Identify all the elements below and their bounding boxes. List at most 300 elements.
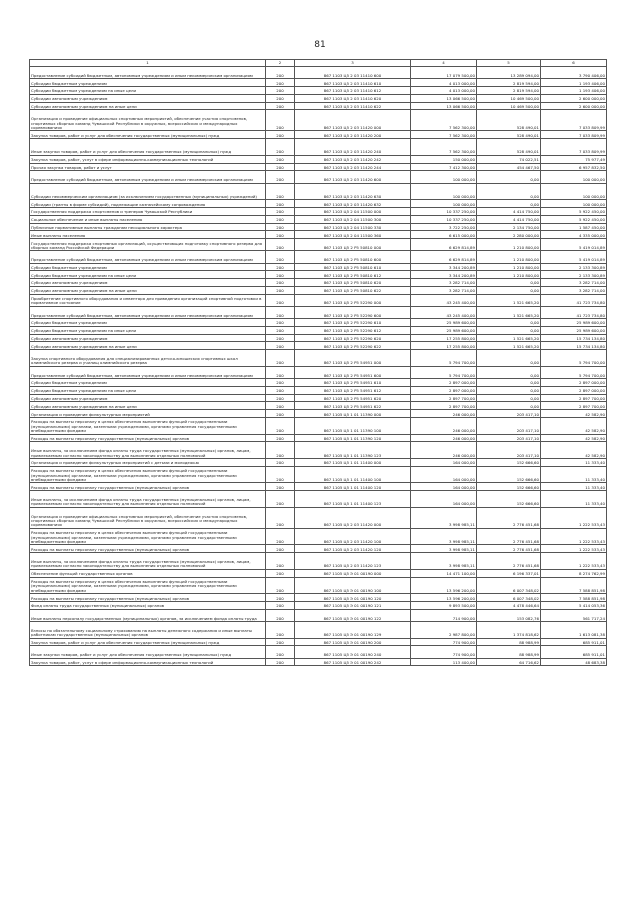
row-rest-cell: 41 723 734,80 — [541, 306, 607, 318]
row-fact-cell: 0,00 — [477, 319, 541, 327]
row-fact-cell: 0,00 — [477, 326, 541, 334]
row-code-cell: 200 — [266, 67, 295, 79]
row-name-cell: Расходы на выплаты персоналу в целях обеспечения выполнения функций государственными (муниципальными) органами, казенными учреждениями, органами управления государственными внебюджетными фондами — [30, 418, 266, 435]
row-code-cell: 200 — [266, 350, 295, 367]
row-code-cell: 200 — [266, 646, 295, 658]
row-rest-cell: 2 133 300,89 — [541, 263, 607, 271]
row-rest-cell: 1 222 533,43 — [541, 545, 607, 553]
row-fact-cell: 2 776 451,68 — [477, 545, 541, 553]
row-rest-cell: 3 790 406,00 — [541, 67, 607, 79]
row-kbk-cell: 867 1105 Ц5 Э 01 00190 121 — [295, 601, 411, 609]
row-plan-cell: 100 000,00 — [411, 183, 477, 200]
table-row — [30, 491, 607, 508]
row-rest-cell: 15 734 134,80 — [541, 342, 607, 350]
row-rest-cell: 100 000,00 — [541, 200, 607, 208]
row-plan-cell: 43 245 400,00 — [411, 306, 477, 318]
row-code-cell: 200 — [266, 569, 295, 577]
row-fact-cell: 203 417,10 — [477, 418, 541, 435]
row-name-cell: Предоставление субсидий бюджетным, автономным учреждениям и иным некоммерческим организациям — [30, 171, 266, 183]
row-rest-cell: 8 274 762,99 — [541, 569, 607, 577]
table-row — [30, 569, 607, 577]
row-code-cell: 200 — [266, 139, 295, 156]
table-row — [30, 507, 607, 528]
row-name-cell: Субсидии автономным учреждениям — [30, 334, 266, 342]
row-code-cell: 200 — [266, 459, 295, 467]
row-code-cell: 200 — [266, 294, 295, 306]
row-fact-cell: 6 007 348,02 — [477, 577, 541, 594]
row-fact-cell: 74 022,51 — [477, 155, 541, 163]
row-code-cell: 200 — [266, 306, 295, 318]
row-fact-cell: 152 666,60 — [477, 466, 541, 483]
row-kbk-cell: 867 1103 Ц5 2 03 11410 610 — [295, 79, 411, 87]
row-rest-cell: 42 582,90 — [541, 418, 607, 435]
table-row — [30, 379, 607, 387]
table-row — [30, 279, 607, 287]
row-name-cell: Предоставление субсидий бюджетным, автономным учреждениям и иным некоммерческим организациям — [30, 366, 266, 378]
row-rest-cell: 7 033 809,99 — [541, 110, 607, 131]
row-name-cell: Закупка товаров, работ, услуг в сфере информационно-коммуникационных технологий — [30, 658, 266, 666]
row-plan-cell: 774 900,00 — [411, 646, 477, 658]
row-rest-cell: 41 723 734,80 — [541, 294, 607, 306]
row-name-cell: Организация и проведение официальных спортивных мероприятий, обеспечение участия спортсменов, спортивных сборных команд Чувашской Республики в окружных, всероссийских и международных соревнованиях — [30, 507, 266, 528]
row-kbk-cell: 867 1105 Ц5 1 01 11400 120 — [295, 483, 411, 491]
table-row — [30, 410, 607, 418]
row-kbk-cell: 867 1105 Ц5 1 01 11400 000 — [295, 459, 411, 467]
row-kbk-cell: 867 1103 Ц5 2 03 11420 244 — [295, 163, 411, 171]
row-kbk-cell: 867 1105 Ц5 2 03 11420 120 — [295, 545, 411, 553]
table-row — [30, 646, 607, 658]
column-header: 5 — [477, 60, 541, 67]
table-row — [30, 394, 607, 402]
table-row — [30, 86, 607, 94]
table-row — [30, 342, 607, 350]
row-code-cell: 200 — [266, 609, 295, 621]
row-name-cell: Организация и проведение физкультурных мероприятий с детьми и молодежью — [30, 459, 266, 467]
row-plan-cell: 246 000,00 — [411, 442, 477, 459]
row-plan-cell: 25 989 600,00 — [411, 319, 477, 327]
row-plan-cell: 246 000,00 — [411, 418, 477, 435]
row-name-cell: Субсидии автономным учреждениям — [30, 279, 266, 287]
row-plan-cell: 14 471 100,00 — [411, 569, 477, 577]
table-row — [30, 251, 607, 263]
table-row — [30, 402, 607, 410]
row-fact-cell: 64 716,62 — [477, 658, 541, 666]
row-rest-cell: 561 717,24 — [541, 609, 607, 621]
budget-execution-table — [29, 59, 607, 666]
row-code-cell: 200 — [266, 491, 295, 508]
table-row — [30, 577, 607, 594]
row-name-cell: Закупка товаров, работ и услуг для обеспечения государственных (муниципальных) нужд — [30, 131, 266, 139]
row-code-cell: 200 — [266, 553, 295, 570]
row-rest-cell: 7 588 851,98 — [541, 594, 607, 602]
row-fact-cell: 4 414 750,00 — [477, 215, 541, 223]
column-header: 6 — [541, 60, 607, 67]
row-kbk-cell: 867 1103 Ц5 2 P5 52290 622 — [295, 342, 411, 350]
row-kbk-cell: 867 1105 Ц5 2 03 11420 000 — [295, 507, 411, 528]
table-row — [30, 155, 607, 163]
table-row — [30, 594, 607, 602]
row-name-cell: Субсидии бюджетным учреждениям — [30, 379, 266, 387]
row-rest-cell: 1 193 406,00 — [541, 86, 607, 94]
row-code-cell: 200 — [266, 279, 295, 287]
table-row — [30, 306, 607, 318]
row-code-cell: 200 — [266, 366, 295, 378]
row-name-cell: Субсидии бюджетным учреждениям на иные цели — [30, 326, 266, 334]
row-kbk-cell: 867 1105 Ц5 1 01 11400 123 — [295, 491, 411, 508]
row-fact-cell: 6 007 348,02 — [477, 594, 541, 602]
row-kbk-cell: 867 1105 Ц5 Э 01 00190 122 — [295, 609, 411, 621]
row-kbk-cell: 867 1103 Ц5 2 P5 50810 000 — [295, 239, 411, 251]
row-fact-cell: 203 417,10 — [477, 442, 541, 459]
row-name-cell: Фонд оплаты труда государственных (муниципальных) органов — [30, 601, 266, 609]
row-plan-cell: 246 000,00 — [411, 410, 477, 418]
row-plan-cell: 3 722 250,00 — [411, 223, 477, 231]
row-rest-cell: 75 977,49 — [541, 155, 607, 163]
row-kbk-cell: 867 1103 Ц5 2 P5 52290 612 — [295, 326, 411, 334]
row-rest-cell: 25 989 600,00 — [541, 319, 607, 327]
row-rest-cell: 11 333,40 — [541, 491, 607, 508]
row-plan-cell: 4 013 000,00 — [411, 86, 477, 94]
row-rest-cell: 42 582,90 — [541, 410, 607, 418]
row-plan-cell: 3 282 714,00 — [411, 279, 477, 287]
row-code-cell: 200 — [266, 155, 295, 163]
row-plan-cell: 4 013 000,00 — [411, 79, 477, 87]
table-row — [30, 294, 607, 306]
row-kbk-cell: 867 1105 Ц5 1 01 11390 000 — [295, 410, 411, 418]
table-row — [30, 163, 607, 171]
row-kbk-cell: 867 1103 Ц5 2 04 11500 360 — [295, 231, 411, 239]
row-plan-cell: 5 794 700,00 — [411, 366, 477, 378]
row-fact-cell: 88 988,99 — [477, 638, 541, 646]
row-name-cell: Приобретение спортивного оборудования и инвентаря для приведения организаций спортивной подготовки в нормативное состояние — [30, 294, 266, 306]
table-header-row — [30, 60, 607, 67]
row-fact-cell: 152 666,60 — [477, 491, 541, 508]
table-row — [30, 658, 607, 666]
row-fact-cell: 2 776 451,68 — [477, 528, 541, 545]
row-kbk-cell: 867 1105 Ц5 1 01 11400 100 — [295, 466, 411, 483]
row-rest-cell: 42 582,90 — [541, 442, 607, 459]
row-name-cell: Закупка товаров, работ, услуг в сфере информационно-коммуникационных технологий — [30, 155, 266, 163]
row-plan-cell: 10 337 250,00 — [411, 207, 477, 215]
table-row — [30, 271, 607, 279]
row-plan-cell: 43 245 400,00 — [411, 294, 477, 306]
row-plan-cell: 113 400,00 — [411, 658, 477, 666]
row-kbk-cell: 867 1103 Ц5 2 P5 52290 000 — [295, 294, 411, 306]
table-row — [30, 326, 607, 334]
row-plan-cell: 6 615 000,00 — [411, 231, 477, 239]
row-kbk-cell: 867 1103 Ц5 2 P5 50810 610 — [295, 263, 411, 271]
row-kbk-cell: 867 1105 Ц5 Э 01 00190 100 — [295, 577, 411, 594]
row-kbk-cell: 867 1103 Ц5 2 P5 54951 612 — [295, 386, 411, 394]
table-row — [30, 366, 607, 378]
row-rest-cell: 2 897 000,00 — [541, 386, 607, 394]
row-code-cell: 200 — [266, 418, 295, 435]
row-fact-cell: 10 469 500,00 — [477, 94, 541, 102]
row-kbk-cell: 867 1103 Ц5 2 P5 50810 612 — [295, 271, 411, 279]
row-fact-cell: 1 521 665,20 — [477, 294, 541, 306]
row-plan-cell: 3 998 985,11 — [411, 545, 477, 553]
row-kbk-cell: 867 1105 Ц5 Э 01 00190 120 — [295, 594, 411, 602]
row-code-cell: 200 — [266, 223, 295, 231]
row-fact-cell: 0,00 — [477, 386, 541, 394]
row-rest-cell: 3 282 714,00 — [541, 279, 607, 287]
row-fact-cell: 2 776 451,68 — [477, 553, 541, 570]
table-row — [30, 183, 607, 200]
table-row — [30, 334, 607, 342]
row-kbk-cell: 867 1105 Ц5 Э 01 00190 240 — [295, 646, 411, 658]
column-header: 3 — [295, 60, 411, 67]
row-kbk-cell: 867 1103 Ц5 2 P5 50810 620 — [295, 279, 411, 287]
row-plan-cell: 7 412 300,00 — [411, 163, 477, 171]
row-name-cell: Расходы на выплаты персоналу государственных (муниципальных) органов — [30, 483, 266, 491]
table-row — [30, 483, 607, 491]
table-row — [30, 350, 607, 367]
row-kbk-cell: 867 1103 Ц5 2 03 11420 632 — [295, 200, 411, 208]
row-plan-cell: 17 255 800,00 — [411, 334, 477, 342]
row-rest-cell: 5 414 053,36 — [541, 601, 607, 609]
row-code-cell: 200 — [266, 207, 295, 215]
row-fact-cell: 1 210 800,00 — [477, 239, 541, 251]
row-plan-cell: 2 987 800,00 — [411, 621, 477, 638]
row-rest-cell: 100 000,00 — [541, 171, 607, 183]
row-plan-cell: 714 900,00 — [411, 609, 477, 621]
row-fact-cell: 4 478 446,64 — [477, 601, 541, 609]
row-plan-cell: 100 000,00 — [411, 200, 477, 208]
table-body — [30, 67, 607, 666]
row-code-cell: 200 — [266, 215, 295, 223]
row-kbk-cell: 867 1105 Ц5 1 01 11390 100 — [295, 418, 411, 435]
row-fact-cell: 2 280 000,00 — [477, 231, 541, 239]
row-kbk-cell: 867 1103 Ц5 2 03 11420 630 — [295, 183, 411, 200]
row-code-cell: 200 — [266, 545, 295, 553]
row-name-cell: Расходы на выплаты персоналу государственных (муниципальных) органов — [30, 545, 266, 553]
row-kbk-cell: 867 1103 Ц5 2 03 11410 600 — [295, 67, 411, 79]
row-rest-cell: 2 897 000,00 — [541, 379, 607, 387]
row-rest-cell: 1 222 533,43 — [541, 507, 607, 528]
row-rest-cell: 5 922 450,00 — [541, 207, 607, 215]
table-row — [30, 94, 607, 102]
row-plan-cell: 100 000,00 — [411, 171, 477, 183]
row-fact-cell: 528 490,01 — [477, 131, 541, 139]
row-plan-cell: 9 893 500,00 — [411, 601, 477, 609]
table-row — [30, 239, 607, 251]
row-name-cell: Субсидии автономным учреждениям на иные цели — [30, 402, 266, 410]
table-row — [30, 110, 607, 131]
row-fact-cell: 1 210 800,00 — [477, 271, 541, 279]
row-kbk-cell: 867 1103 Ц5 2 P5 54951 600 — [295, 366, 411, 378]
row-code-cell: 200 — [266, 94, 295, 102]
row-name-cell: Социальное обеспечение и иные выплаты населению — [30, 215, 266, 223]
row-rest-cell: 3 282 714,00 — [541, 286, 607, 294]
row-rest-cell: 7 588 851,98 — [541, 577, 607, 594]
row-fact-cell: 1 210 800,00 — [477, 263, 541, 271]
row-fact-cell: 0,00 — [477, 183, 541, 200]
row-code-cell: 200 — [266, 507, 295, 528]
row-plan-cell: 7 562 300,00 — [411, 139, 477, 156]
row-name-cell: Иные выплаты, за исключением фонда оплаты труда государственных (муниципальных) органов, лицам, привлекаемым согласно законодательству для выполнения отдельных полномочий — [30, 442, 266, 459]
row-name-cell: Субсидии бюджетным учреждениям — [30, 79, 266, 87]
row-plan-cell: 2 897 700,00 — [411, 402, 477, 410]
row-rest-cell: 2 897 700,00 — [541, 394, 607, 402]
row-fact-cell: 0,00 — [477, 366, 541, 378]
row-fact-cell: 88 988,99 — [477, 646, 541, 658]
table-row — [30, 621, 607, 638]
row-plan-cell: 5 794 700,00 — [411, 350, 477, 367]
row-plan-cell: 3 344 200,89 — [411, 271, 477, 279]
row-name-cell: Субсидии автономным учреждениям на иные цели — [30, 342, 266, 350]
row-plan-cell: 3 344 200,89 — [411, 263, 477, 271]
row-plan-cell: 13 066 500,00 — [411, 94, 477, 102]
row-rest-cell: 5 922 450,00 — [541, 215, 607, 223]
row-name-cell: Иные закупки товаров, работ и услуг для обеспечения государственных (муниципальных) нужд — [30, 646, 266, 658]
row-code-cell: 200 — [266, 442, 295, 459]
row-code-cell: 200 — [266, 379, 295, 387]
table-row — [30, 263, 607, 271]
row-code-cell: 200 — [266, 271, 295, 279]
row-fact-cell: 0,00 — [477, 279, 541, 287]
row-code-cell: 200 — [266, 466, 295, 483]
row-rest-cell: 1 193 406,00 — [541, 79, 607, 87]
row-name-cell: Расходы на выплаты персоналу в целях обеспечения выполнения функций государственными (муниципальными) органами, казенными учреждениями, органами управления государственными внебюджетными фондами — [30, 466, 266, 483]
table-row — [30, 459, 607, 467]
row-rest-cell: 100 000,00 — [541, 183, 607, 200]
table-row — [30, 79, 607, 87]
row-code-cell: 200 — [266, 263, 295, 271]
row-plan-cell: 774 900,00 — [411, 638, 477, 646]
row-rest-cell: 685 911,01 — [541, 646, 607, 658]
row-code-cell: 200 — [266, 286, 295, 294]
row-rest-cell: 15 734 134,80 — [541, 334, 607, 342]
row-code-cell: 200 — [266, 102, 295, 110]
row-code-cell: 200 — [266, 200, 295, 208]
row-plan-cell: 2 897 000,00 — [411, 386, 477, 394]
row-fact-cell: 0,00 — [477, 394, 541, 402]
row-kbk-cell: 867 1103 Ц5 2 03 11420 242 — [295, 155, 411, 163]
row-code-cell: 200 — [266, 621, 295, 638]
row-name-cell: Расходы на выплаты персоналу в целях обеспечения выполнения функций государственными (муниципальными) органами, казенными учреждениями, органами управления государственными внебюджетными фондами — [30, 528, 266, 545]
row-plan-cell: 150 000,00 — [411, 155, 477, 163]
row-kbk-cell: 867 1103 Ц5 2 03 11410 622 — [295, 102, 411, 110]
row-code-cell: 200 — [266, 231, 295, 239]
table-row — [30, 200, 607, 208]
row-name-cell: Субсидии автономным учреждениям — [30, 394, 266, 402]
row-code-cell: 200 — [266, 251, 295, 263]
row-kbk-cell: 867 1103 Ц5 2 03 11420 600 — [295, 171, 411, 183]
row-code-cell: 200 — [266, 79, 295, 87]
row-fact-cell: 2 819 594,00 — [477, 86, 541, 94]
table-row — [30, 231, 607, 239]
row-fact-cell: 1 521 665,20 — [477, 306, 541, 318]
row-name-cell: Иные выплаты, за исключением фонда оплаты труда государственных (муниципальных) органов, лицам, привлекаемым согласно законодательству для выполнения отдельных полномочий — [30, 491, 266, 508]
row-plan-cell: 2 897 000,00 — [411, 379, 477, 387]
row-fact-cell: 528 490,01 — [477, 139, 541, 156]
row-plan-cell: 164 000,00 — [411, 483, 477, 491]
row-code-cell: 200 — [266, 334, 295, 342]
column-header: 2 — [266, 60, 295, 67]
row-name-cell: Субсидии автономным учреждениям на иные цели — [30, 102, 266, 110]
row-plan-cell: 2 897 700,00 — [411, 394, 477, 402]
table-row — [30, 442, 607, 459]
row-kbk-cell: 867 1103 Ц5 2 04 11500 300 — [295, 215, 411, 223]
table-row — [30, 553, 607, 570]
row-kbk-cell: 867 1103 Ц5 2 P5 52290 610 — [295, 319, 411, 327]
row-name-cell: Субсидии бюджетным учреждениям на иные цели — [30, 271, 266, 279]
row-name-cell: Субсидии бюджетным учреждениям на иные цели — [30, 386, 266, 394]
row-code-cell: 200 — [266, 528, 295, 545]
row-name-cell: Организация и проведение официальных спортивных мероприятий, обеспечение участия спортсменов, спортивных сборных команд Чувашской Республики в окружных, всероссийских и международных соревнованиях — [30, 110, 266, 131]
row-fact-cell: 1 374 818,62 — [477, 621, 541, 638]
table-row — [30, 418, 607, 435]
row-name-cell: Субсидии бюджетным учреждениям — [30, 319, 266, 327]
row-rest-cell: 7 033 809,99 — [541, 131, 607, 139]
row-name-cell: Государственная поддержка спортсменов и тренеров Чувашской Республики — [30, 207, 266, 215]
row-code-cell: 200 — [266, 163, 295, 171]
row-fact-cell: 10 469 500,00 — [477, 102, 541, 110]
row-code-cell: 200 — [266, 131, 295, 139]
row-rest-cell: 11 333,40 — [541, 483, 607, 491]
row-kbk-cell: 867 1103 Ц5 2 04 11500 330 — [295, 223, 411, 231]
row-plan-cell: 17 255 800,00 — [411, 342, 477, 350]
row-plan-cell: 3 998 985,11 — [411, 507, 477, 528]
row-rest-cell: 5 794 700,00 — [541, 366, 607, 378]
table-row — [30, 67, 607, 79]
row-fact-cell: 0,00 — [477, 379, 541, 387]
row-fact-cell: 153 082,76 — [477, 609, 541, 621]
table-row — [30, 139, 607, 156]
row-fact-cell: 1 521 665,20 — [477, 342, 541, 350]
row-fact-cell: 152 666,60 — [477, 459, 541, 467]
row-name-cell: Субсидии автономным учреждениям — [30, 94, 266, 102]
row-rest-cell: 5 794 700,00 — [541, 350, 607, 367]
row-rest-cell: 1 222 533,43 — [541, 553, 607, 570]
row-name-cell: Прочая закупка товаров, работ и услуг — [30, 163, 266, 171]
row-plan-cell: 246 000,00 — [411, 434, 477, 442]
row-kbk-cell: 867 1105 Ц5 Э 01 00190 242 — [295, 658, 411, 666]
row-name-cell: Иные выплаты населению — [30, 231, 266, 239]
row-code-cell: 200 — [266, 171, 295, 183]
table-row — [30, 386, 607, 394]
table-row — [30, 434, 607, 442]
row-kbk-cell: 867 1103 Ц5 2 P5 52290 600 — [295, 306, 411, 318]
table-row — [30, 171, 607, 183]
row-rest-cell: 11 333,40 — [541, 466, 607, 483]
row-rest-cell: 685 911,01 — [541, 638, 607, 646]
row-code-cell: 200 — [266, 434, 295, 442]
row-plan-cell: 164 000,00 — [411, 491, 477, 508]
row-rest-cell: 7 033 809,99 — [541, 139, 607, 156]
row-name-cell: Государственная поддержка спортивных организаций, осуществляющих подготовку спортивного резерва для сборных команд Российской Федерации — [30, 239, 266, 251]
row-plan-cell: 3 998 985,11 — [411, 553, 477, 570]
row-kbk-cell: 867 1103 Ц5 2 04 11500 000 — [295, 207, 411, 215]
row-name-cell: Иные выплаты, за исключением фонда оплаты труда государственных (муниципальных) органов, лицам, привлекаемым согласно законодательству для выполнения отдельных полномочий — [30, 553, 266, 570]
row-fact-cell: 152 666,60 — [477, 483, 541, 491]
row-rest-cell: 2 897 700,00 — [541, 402, 607, 410]
row-kbk-cell: 867 1105 Ц5 Э 01 00190 200 — [295, 638, 411, 646]
table-row — [30, 131, 607, 139]
row-rest-cell: 25 989 600,00 — [541, 326, 607, 334]
row-name-cell: Субсидии бюджетным учреждениям на иные цели — [30, 86, 266, 94]
row-name-cell: Иные закупки товаров, работ и услуг для обеспечения государственных (муниципальных) нужд — [30, 139, 266, 156]
row-plan-cell: 164 000,00 — [411, 466, 477, 483]
row-code-cell: 200 — [266, 86, 295, 94]
row-fact-cell: 0,00 — [477, 286, 541, 294]
table-row — [30, 286, 607, 294]
row-fact-cell: 0,00 — [477, 350, 541, 367]
table-row — [30, 638, 607, 646]
row-rest-cell: 4 335 000,00 — [541, 231, 607, 239]
row-kbk-cell: 867 1103 Ц5 2 03 11420 200 — [295, 131, 411, 139]
row-plan-cell: 25 989 600,00 — [411, 326, 477, 334]
